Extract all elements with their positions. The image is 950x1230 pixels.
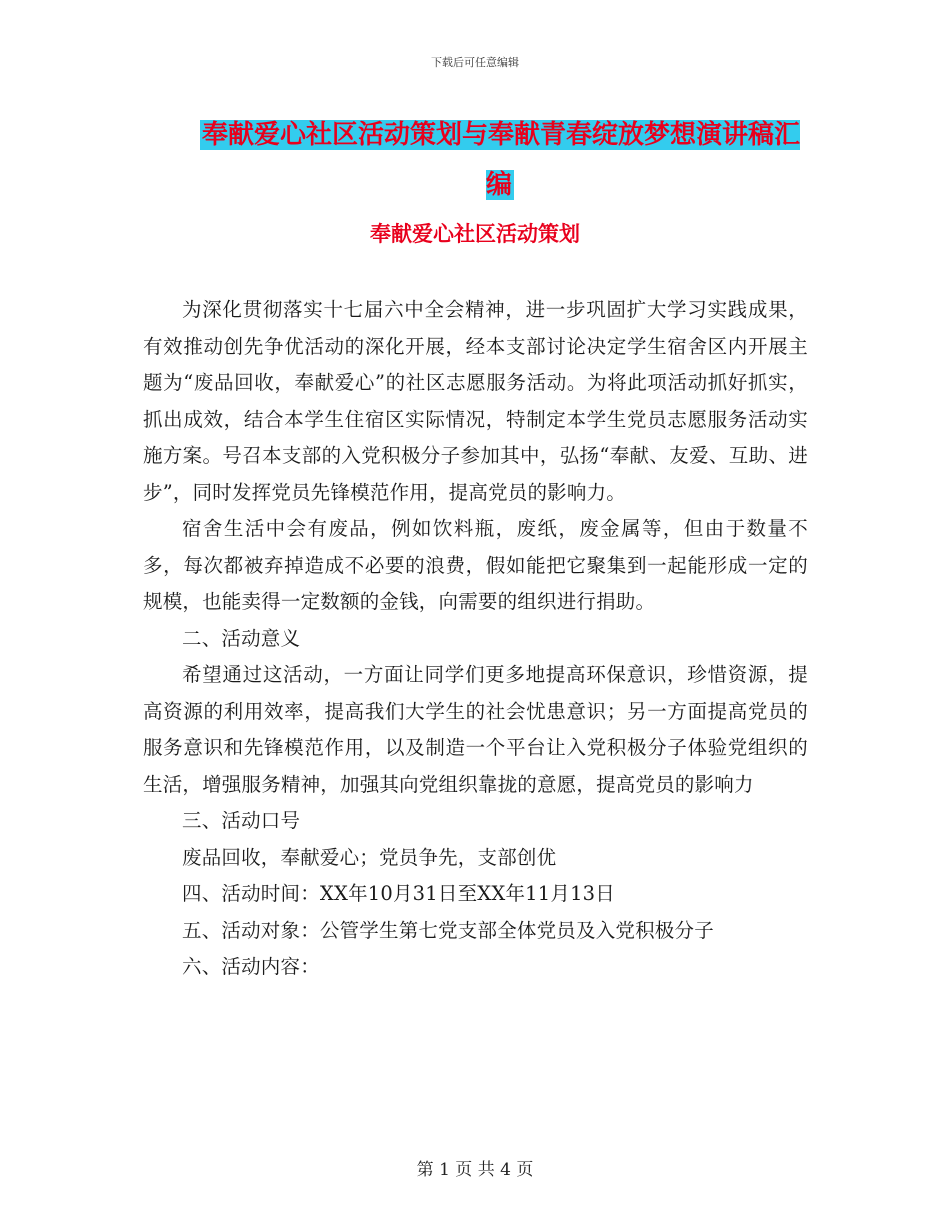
paragraph-slogan: 废品回收，奉献爱心；党员争先，支部创优 xyxy=(182,845,557,869)
page-header-note: 下载后可任意编辑 xyxy=(431,56,519,69)
document-title xyxy=(190,110,810,210)
page-footer: 第 1 页 共 4 页 xyxy=(416,1160,534,1180)
paragraph-intro: 为深化贯彻落实十七届六中全会精神，进一步巩固扩大学习实践成果，有效推动创先争优活动的深化开展，经本支部讨论决定学生宿舍区内开展主题为“废品回收，奉献爱心”的社区志愿服务活动。为将此项活动抓好抓实，抓出成效，结合本学生住宿区实际情况，特制定本学生党员志愿服务活动实施方案。号召本支部的入党积极分子参加其中，弘扬“奉献、友爱、互助、进步”，同时发挥党员先锋模范作用，提高党员的影响力。 xyxy=(143,298,808,504)
paragraph-significance: 希望通过这活动，一方面让同学们更多地提高环保意识，珍惜资源，提高资源的利用效率，提高我们大学生的社会忧患意识；另一方面提高党员的服务意识和先锋模范作用，以及制造一个平台让入党积极分子体验党组织的生活，增强服务精神，加强其向党组织靠拢的意愿，提高党员的影响力 xyxy=(143,663,808,796)
document-body xyxy=(143,292,808,986)
heading-activity-content: 六、活动内容： xyxy=(182,955,320,978)
item-activity-target: 五、活动对象：公管学生第七党支部全体党员及入党积极分子 xyxy=(182,918,714,942)
document-title-text: 奉献爱心社区活动策划与奉献青春绽放梦想演讲稿汇编 xyxy=(201,120,800,200)
heading-significance: 二、活动意义 xyxy=(182,626,301,650)
heading-slogan: 三、活动口号 xyxy=(182,809,301,832)
section-title: 奉献爱心社区活动策划 xyxy=(370,221,580,246)
item-activity-time: 四、活动时间：XX年10月31日至XX年11月13日 xyxy=(182,882,615,905)
paragraph-background: 宿舍生活中会有废品，例如饮料瓶，废纸，废金属等，但由于数量不多，每次都被弃掉造成不必要的浪费，假如能把它聚集到一起能形成一定的规模，也能卖得一定数额的金钱，向需要的组织进行捐助。 xyxy=(143,517,808,613)
